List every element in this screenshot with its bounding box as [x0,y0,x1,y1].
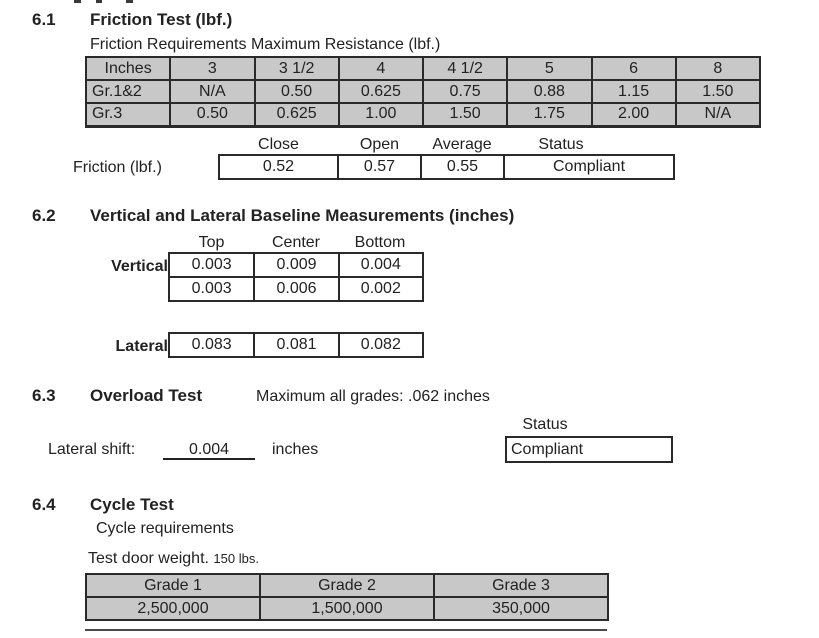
value-cell: 0.625 [339,80,423,103]
value-cell: 2,500,000 [86,597,260,620]
overload-status-value: Compliant [505,436,673,463]
row-label: Gr.1&2 [86,80,170,103]
header-cell: Grade 1 [86,574,260,597]
page-edge-artifact [74,0,81,3]
overload-requirement-text: Maximum all grades: .062 inches [256,388,490,405]
vertical-row-label: Vertical [111,258,168,275]
header-cell: 5 [507,57,591,80]
friction-average-value: 0.55 [420,154,505,180]
average-column-label: Average [432,136,492,153]
cycle-test-table [85,573,609,621]
value-cell: 0.003 [169,253,254,277]
table-row [86,80,760,103]
value-cell: 1.50 [676,80,760,103]
top-column-label: Top [198,234,225,251]
value-cell: N/A [170,80,254,103]
status-column-label: Status [538,136,584,153]
friction-close-value: 0.52 [218,154,339,180]
header-cell: 3 1/2 [255,57,339,80]
lateral-row-label: Lateral [115,338,168,355]
table-row [86,574,608,597]
value-cell: 1.15 [592,80,676,103]
lateral-measurements-table [168,332,424,358]
lateral-shift-unit: inches [272,441,319,458]
header-cell: Grade 2 [260,574,434,597]
test-door-weight-label: Test door weight. [88,550,209,567]
close-column-label: Close [258,136,299,153]
friction-requirements-subtitle: Friction Requirements Maximum Resistance (lbf.) [90,36,441,53]
header-cell: Grade 3 [434,574,608,597]
header-cell: 8 [676,57,760,80]
section-6-3-title: Overload Test [90,386,203,405]
page-edge-artifact [96,0,102,3]
value-cell: 0.009 [254,253,338,277]
header-cell: 6 [592,57,676,80]
vertical-measurements-table [168,252,424,302]
friction-requirements-table [85,56,761,128]
overload-status-label: Status [522,416,568,433]
header-cell: 3 [170,57,254,80]
section-6-4-title: Cycle Test [90,495,174,514]
value-cell: 1.50 [423,103,507,126]
friction-open-value: 0.57 [337,154,422,180]
value-cell: 0.88 [507,80,591,103]
value-cell: 350,000 [434,597,608,620]
value-cell: 1.75 [507,103,591,126]
value-cell: 0.50 [255,80,339,103]
center-column-label: Center [271,234,321,251]
friction-result-row-label: Friction (lbf.) [73,159,162,176]
friction-status-value: Compliant [503,154,675,180]
table-row [86,57,760,80]
open-column-label: Open [359,136,400,153]
table-row [169,277,423,301]
header-cell: 4 [339,57,423,80]
section-6-1-number: 6.1 [32,10,56,29]
page-edge-artifact [126,0,133,3]
table-row [169,333,423,357]
value-cell: 0.625 [255,103,339,126]
value-cell: N/A [676,103,760,126]
section-6-2-number: 6.2 [32,206,56,225]
test-door-weight-value: 150 lbs. [213,551,259,566]
value-cell: 0.081 [254,333,338,357]
value-cell: 1.00 [339,103,423,126]
bottom-column-label: Bottom [354,234,406,251]
section-6-2-title: Vertical and Lateral Baseline Measurements (inches) [90,206,515,225]
value-cell: 0.75 [423,80,507,103]
value-cell: 0.082 [339,333,423,357]
value-cell: 0.083 [169,333,254,357]
row-label: Gr.3 [86,103,170,126]
friction-results-row [218,154,675,180]
table-row [86,103,760,126]
cycle-requirements-text: Cycle requirements [96,520,234,537]
table-row [86,597,608,620]
header-cell: Inches [86,57,170,80]
table-row [169,253,423,277]
value-cell: 2.00 [592,103,676,126]
header-cell: 4 1/2 [423,57,507,80]
lateral-shift-label: Lateral shift: [48,441,136,458]
value-cell: 1,500,000 [260,597,434,620]
value-cell: 0.006 [254,277,338,301]
test-door-weight-line [88,549,259,568]
section-6-3-number: 6.3 [32,386,56,405]
section-6-1-title: Friction Test (lbf.) [90,10,233,29]
value-cell: 0.50 [170,103,254,126]
value-cell: 0.004 [339,253,423,277]
table-continuation-line [85,629,607,631]
section-6-4-number: 6.4 [32,495,56,514]
lateral-shift-value: 0.004 [163,440,255,460]
value-cell: 0.002 [339,277,423,301]
value-cell: 0.003 [169,277,254,301]
